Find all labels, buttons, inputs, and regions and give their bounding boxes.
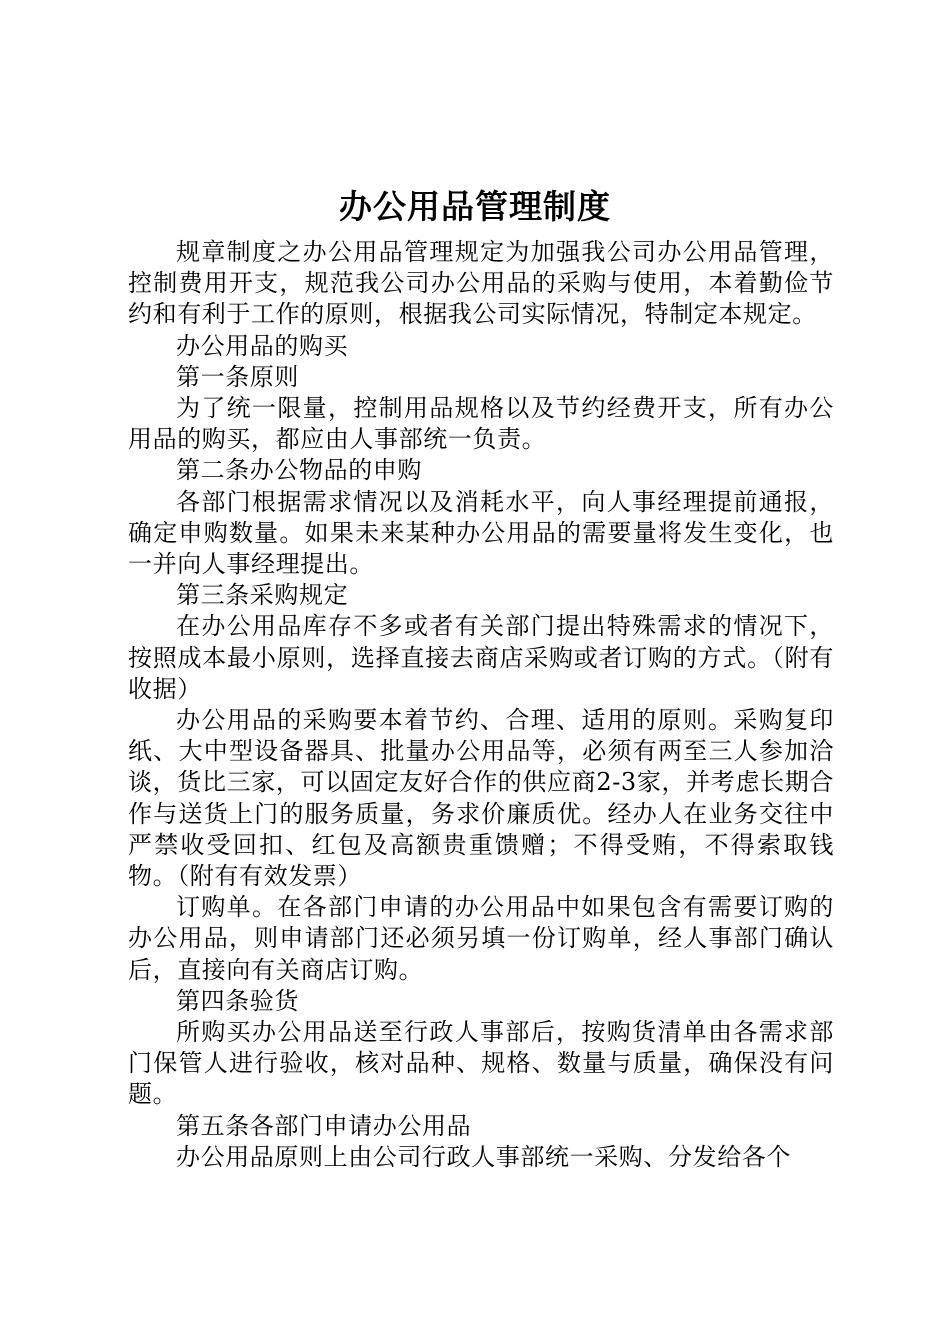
article-heading-2: 第二条办公物品的申购 <box>176 456 422 485</box>
article-heading-4: 第四条验货 <box>176 986 299 1015</box>
paragraph-article-1: 为了统一限量，控制用品规格以及节约经费开支，所有办公用品的购买，都应由人事部统一负责。 <box>128 394 834 454</box>
article-heading-1: 第一条原则 <box>176 362 299 391</box>
paragraph-article-3a: 在办公用品库存不多或者有关部门提出特殊需求的情况下，按照成本最小原则，选择直接去商店采购或者订购的方式。（附有收据） <box>128 612 834 703</box>
paragraph-article-2: 各部门根据需求情况以及消耗水平，向人事经理提前通报，确定申购数量。如果未来某种办公用品的需要量将发生变化，也一并向人事经理提出。 <box>128 487 834 579</box>
paragraph-intro: 规章制度之办公用品管理规定为加强我公司办公用品管理，控制费用开支，规范我公司办公用品的采购与使用，本着勤俭节约和有利于工作的原则，根据我公司实际情况，特制定本规定。 <box>128 238 834 329</box>
section-heading-purchase: 办公用品的购买 <box>176 331 349 360</box>
paragraph-article-4: 所购买办公用品送至行政人事部后，按购货清单由各需求部门保管人进行验收，核对品种、规格、数量与质量，确保没有问题。 <box>128 1018 834 1109</box>
paragraph-article-3c: 订购单。在各部门申请的办公用品中如果包含有需要订购的办公用品，则申请部门还必须另填一份订购单，经人事部门确认后，直接向有关商店订购。 <box>128 893 834 984</box>
article-heading-5: 第五条各部门申请办公用品 <box>176 1111 472 1140</box>
article-heading-3: 第三条采购规定 <box>176 581 349 610</box>
paragraph-article-3b: 办公用品的采购要本着节约、合理、适用的原则。采购复印纸、大中型设备器具、批量办公用品等，必须有两至三人参加洽谈，货比三家，可以固定友好合作的供应商2-3家，并考虑长期合作与送货上门的服务质量，务求价廉质优。经办人在业务交往中严禁收受回扣、红包及高额贵重馈赠；不得受贿，不得索取钱物。（附有有效发票） <box>128 706 834 891</box>
paragraph-article-5: 办公用品原则上由公司行政人事部统一采购、分发给各个 <box>176 1142 791 1171</box>
document-body <box>128 237 834 1173</box>
document-title: 办公用品管理制度 <box>339 187 611 226</box>
